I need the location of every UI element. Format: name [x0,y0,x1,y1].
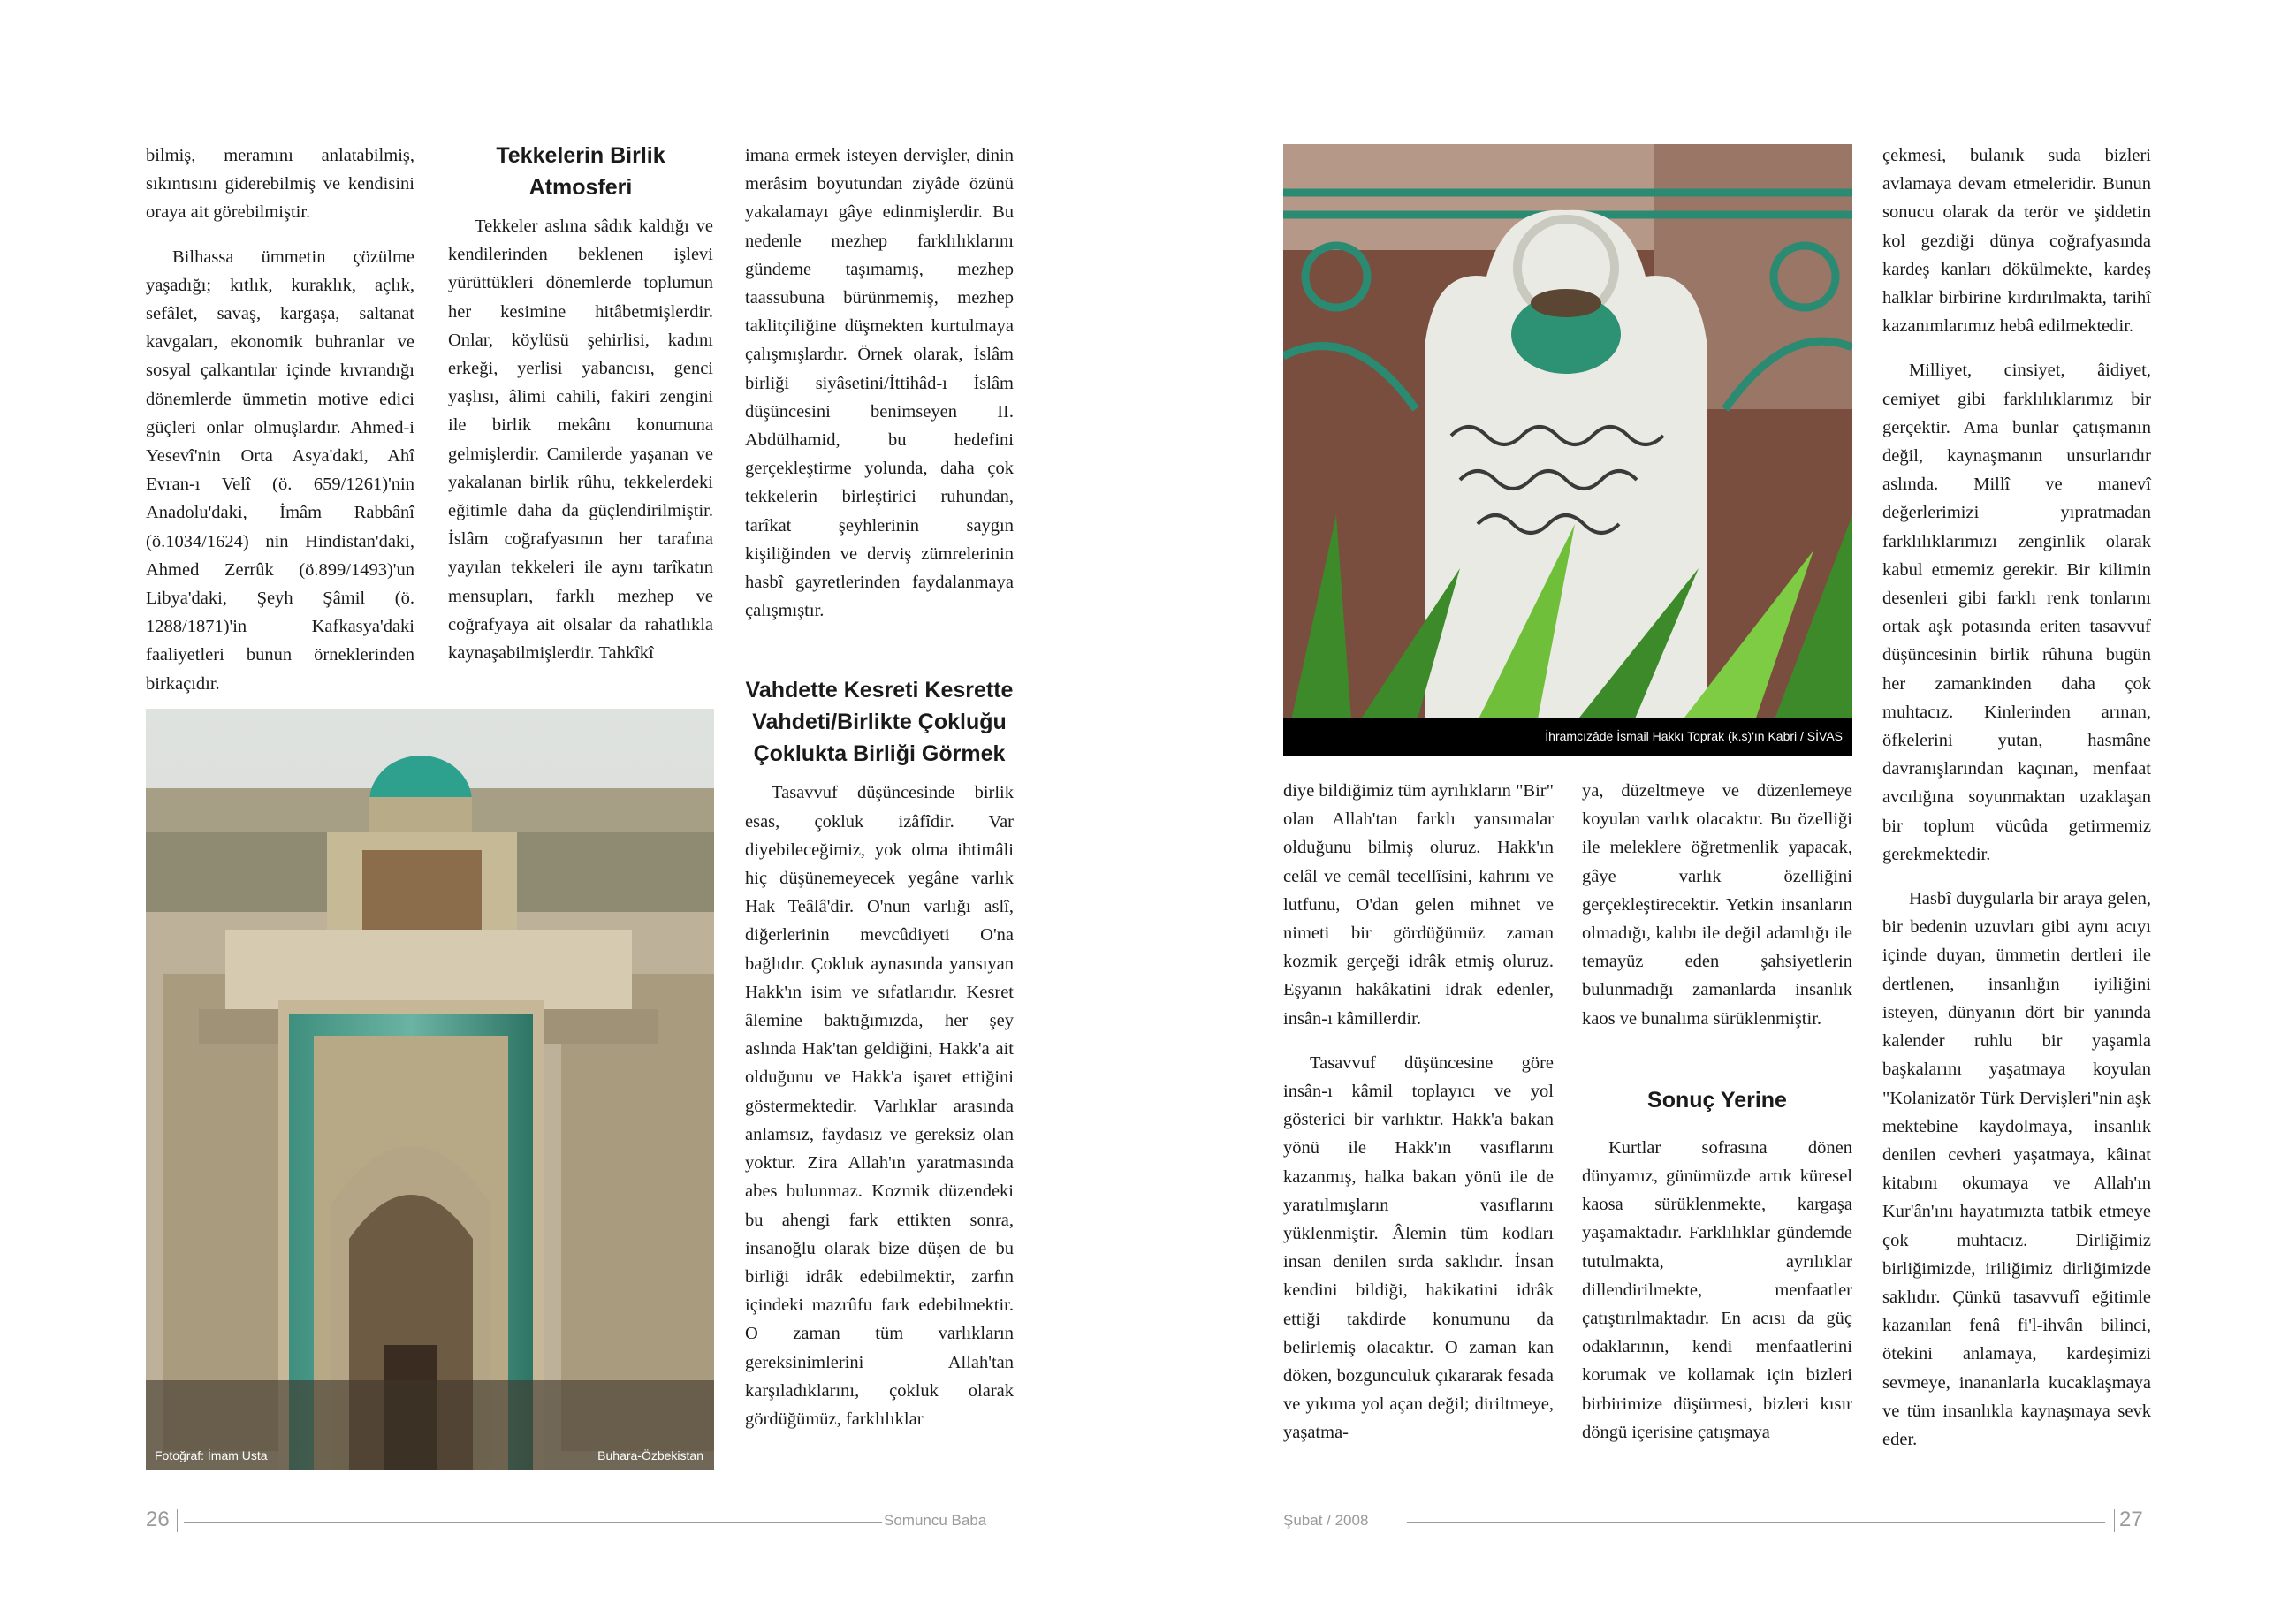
page-number: 27 [2119,1508,2143,1531]
photo-caption: İhramcızâde İsmail Hakkı Toprak (k.s)'ın Kabri / SİVAS [1545,729,1843,743]
issue-date: Şubat / 2008 [1283,1512,1369,1529]
right-col2 [1582,777,1852,1447]
footer-divider [2114,1509,2115,1532]
footer-rule [1407,1522,2105,1523]
left-col3 [745,141,1014,1433]
tomb-illustration [1283,144,1852,756]
footer-divider [177,1509,178,1532]
paragraph: çekmesi, bulanık suda bizleri avlamaya devam etmeleridir. Bunun sonucu olarak da terör ve şiddetin kol gezdiği dünya coğrafyasında kardeş kanları dökülmekte, kardeş halklar birbirine kırdırılmakta, tarihî kazanımlarımız hebâ edilmektedir. [1882,146,2151,337]
magazine-name: Somuncu Baba [884,1512,987,1529]
paragraph: bilmiş, meramını anlatabilmiş, sıkıntısını giderebilmiş ve kendisini oraya ait görebilmiştir. [146,146,414,223]
paragraph: ya, düzeltmeye ve düzenlemeye koyulan varlık olacaktır. Bu özelliği ile meleklere öğretmenlik yapacak, gâye varlık özelliğini gerçekleştirecektir. Yetkin insanların olmadığı, kalıbı ile değil adamlığı ile temayüz eden şahsiyetlerin bulunmadığı zamanlarda insanlık kaos ve bunalıma sürüklenmiştir. [1582,781,1852,1029]
left-col1 [146,141,414,698]
right-col1 [1283,777,1554,1447]
photo-location: Buhara-Özbekistan [597,1448,703,1462]
paragraph: Kurtlar sofrasına dönen dünyamız, günümüzde artık küresel kaosa sürüklenmekte, kargaşa yaşamaktadır. Farklılıklar gündemde tutulmakta, ayrılıklar dillendirilmekte, menfaatler çatıştırılmaktadır. En acısı da güç odaklarının, kendi menfaatlerini korumak ve kollamak için bizleri birbirimize düşürmesi, bizleri kısır döngü içerisine çatışmaya [1582,1137,1852,1442]
paragraph: Tasavvuf düşüncesine göre insân-ı kâmil toplayıcı ve yol gösterici bir varlıktır. Hakk'a bakan yönü ile Hakk'ın vasıflarını kazanmış, halka bakan yönü ile de yaratılmışların vasıflarını yüklenmiştir. Âlemin tüm kodları insan denilen sırda saklıdır. İnsan kendini bildiği, hakikatini idrâk ettiği takdirde konumunu da belirlemiş olacaktır. O zaman kan döken, bozgunculuk çıkararak fesada ve yıkıma yol açan değil; diriltmeye, yaşatma- [1283,1052,1554,1443]
paragraph: Tekkeler aslına sâdık kaldığı ve kendilerinden beklenen işlevi yürüttükleri dönemlerde toplumun her kesimine hitâbetmişlerdir. Onlar, köylüsü şehirlisi, kadını erkeği, yerlisi yabancısı, genci yaşlısı, âlimi cahili, fakiri zengini ile birlik mekânı konumuna gelmişlerdir. Camilerde yaşanan ve yakalanan birlik rûhu, tekkelerdeki eğitimle daha da güçlendirilmiştir. İslâm coğrafyasının her tarafına yayılan tekkeleri ile aynı tarîkatın mensupları, farklı mezhep ve coğrafyaya ait olsalar da rahatlıkla kaynaşabilmişlerdir. Tahkîkî [448,216,713,664]
left-col2 [448,140,713,667]
page-number: 26 [146,1508,170,1531]
section-heading: Vahdette Kesreti Kesrette Vahdeti/Birlikte Çokluğu Çoklukta Birliği Görmek [745,678,1014,767]
paragraph: Hasbî duygularla bir araya gelen, bir bedenin uzuvları gibi aynı acıyı içinde duyan, ümmetin dertleri ile dertlenen, insanlığın iyiliğini isteyen, dünyanın dört bir yanında kalender ruhlu bir yaşamla başkalarını yaşatmaya koyulan "Kolanizatör Türk Dervişleri"nin aşk mektebine kaydolmaya, insanlık denilen cevheri yaşatmaya, kâinat kitabını okumaya ve Allah'ın Kur'ân'ını hayatımızta tatbik etmeye çok muhtacız. Dirliğimiz birliğimizde, iriliğimiz dirliğimizde saklıdır. Çünkü tasavvufî eğitimle kazanılan fenâ fi'l-ihvân bilinci, ötekini anlamaya, kardeşimizi sevmeye, inananlarla kucaklaşmaya ve tüm insanlıkla kaynaşmaya sevk eder. [1882,889,2151,1449]
footer-rule [184,1522,882,1523]
paragraph: diye bildiğimiz tüm ayrılıkların "Bir" olan Allah'tan farklı yansımalar olduğunu bilmiş oluruz. Hakk'ın celâl ve cemâl tecellîsini, kahrını ve lutfunu, O'dan gelen mihnet ve nimeti bir gördüğümüz zaman kozmik gerçeği idrâk etmiş oluruz. Eşyanın hakâkatini idrak edenler, insân-ı kâmillerdir. [1283,781,1554,1029]
section-heading: Tekkelerin Birlik Atmosferi [496,143,665,200]
paragraph: imana ermek isteyen dervişler, dinin merâsim boyutundan ziyâde özünü yakalamayı gâye edinmişlerdir. Bu nedenle mezhep farklılıklarını gündeme taşımamış, mezhep taassubuna bürünmemiş, mezhep taklitçiliğine düşmekten kurtulmaya çalışmışlardır. Örnek olarak, İslâm birliği siyâsetini/İttihâd-ı İslâm düşüncesini benimseyen II. Abdülhamid, bu hedefini gerçekleştirme yolunda, daha çok tekkelerin birleştirici ruhundan, tarîkat şeyhlerinin saygın kişiliğinden ve derviş zümrelerinin hasbî gayretlerinden faydalanmaya çalışmıştır. [745,146,1014,621]
paragraph: Bilhassa ümmetin çözülme yaşadığı; kıtlık, kuraklık, açlık, sefâlet, savaş, kargaşa, saltanat kavgaları, ekonomik buhranlar ve sosyal çalkantılar içinde kıvrandığı dönemlerde ümmetin motive edici güçleri onlar olmuşlardır. Ahmed-i Yesevî'nin Orta Asya'daki, Ahî Evran-ı Velî (ö. 659/1261)'nin Anadolu'daki, İmâm Rabbânî (ö.1034/1624) nin Hindistan'daki, Ahmed Zerrûk (ö.899/1493)'un Libya'daki, Şeyh Şâmil (ö. 1288/1871)'in Kafkasya'daki faaliyetleri bunun örneklerinden birkaçıdır. [146,247,414,694]
right-col3 [1882,141,2151,1454]
mosque-illustration [146,709,714,1470]
section-heading: Sonuç Yerine [1647,1087,1787,1113]
photo-credit: Fotoğraf: İmam Usta [155,1448,268,1462]
paragraph: Milliyet, cinsiyet, âidiyet, cemiyet gibi farklılıklarımız bir gerçektir. Ama bunlar çatışmanın değil, kaynaşmanın unsurlarıdır aslında. Millî ve manevî değerlerimizi yıpratmadan farklılıklarımızı zenginlik olarak kabul etmemiz gerekir. Bir kilimin desenleri gibi farklı renk tonlarını ortak aşk potasında eriten tasavvuf düşüncesinin birlik rûhuna bugün her zamankinden daha çok muhtacız. Kinlerinden arınan, öfkelerini yutan, hasmâne davranışlarından kaçınan, menfaat avcılığına soyunmaktan uzaklaşan bir toplum vücûda getirmemiz gerekmektedir. [1882,361,2151,864]
tomb-photo [1283,144,1852,756]
mosque-photo [146,709,714,1470]
paragraph: Tasavvuf düşüncesinde birlik esas, çokluk izâfîdir. Var diyebileceğimiz, yok olma ihtimâli hiç düşünemeyecek yegâne varlık Hak Teâlâ'dir. O'nun varlığı aslî, diğerlerinin mevcûdiyeti O'na bağlıdır. Çokluk aynasında yansıyan Hakk'ın isim ve sıfatlarıdır. Kesret âlemine baktığımızda, her şey aslında Hak'tan geldiğini, Hakk'a ait olduğunu ve Hakk'a işaret ettiğini göstermektedir. Varlıklar arasında anlamsız, faydasız ve gereksiz olan yoktur. Zira Allah'ın yaratmasında abes bulunmaz. Kozmik düzendeki bu ahengi fark ettikten sonra, insanoğlu olarak bize düşen de bu birliği idrâk edebilmektir, zarfın içindeki mazrûfu fark edebilmektir. O zaman tüm varlıkların gereksinimlerini Allah'tan karşıladıklarını, çokluk olarak gördüğümüz, farklılıklar [745,783,1014,1429]
